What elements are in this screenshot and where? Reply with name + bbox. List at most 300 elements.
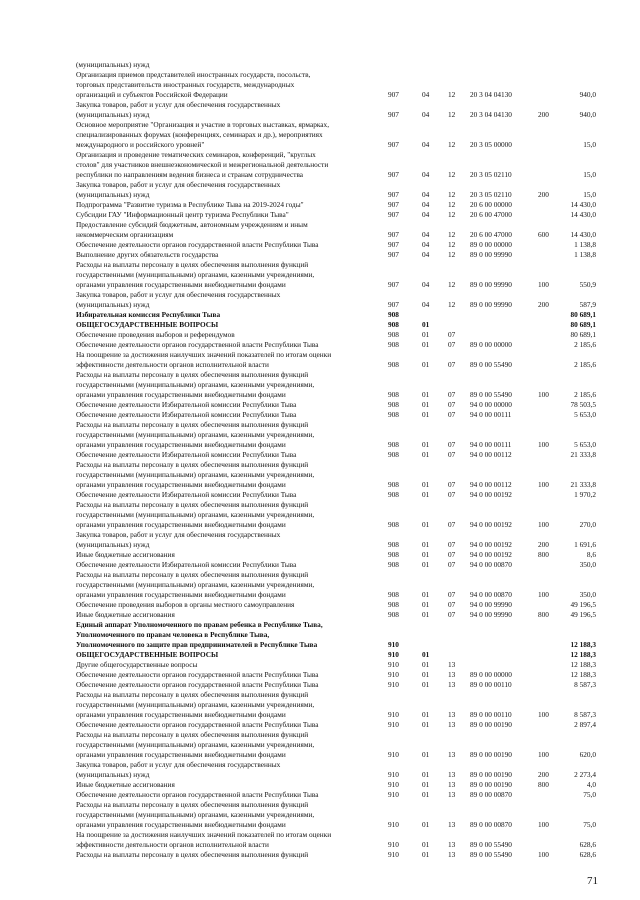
- row-target-code: 20 6 00 47000: [470, 210, 512, 219]
- row-name: ОБЩЕГОСУДАРСТВЕННЫЕ ВОПРОСЫ: [76, 320, 219, 329]
- row-ved-code: 910: [388, 820, 399, 829]
- row-expense-type: 100: [538, 390, 549, 399]
- row-name: эффективности деятельности органов исполнительной власти: [76, 360, 269, 369]
- row-name: Обеспечение деятельности органов государственной власти Республики Тыва: [76, 240, 319, 249]
- row-target-code: 94 0 00 00192: [470, 540, 512, 549]
- row-subsection-code: 12: [448, 230, 456, 239]
- row-amount: 5 653,0: [574, 440, 596, 449]
- row-section-code: 04: [422, 200, 430, 209]
- row-ved-code: 910: [388, 750, 399, 759]
- row-ved-code: 910: [388, 790, 399, 799]
- row-subsection-code: 12: [448, 240, 456, 249]
- row-target-code: 89 0 00 00110: [470, 710, 512, 719]
- row-subsection-code: 07: [448, 330, 456, 339]
- row-name: органами управления государственными внебюджетными фондами: [76, 480, 286, 489]
- row-amount: 78 503,5: [570, 400, 596, 409]
- row-name: Обеспечение деятельности Избирательной комиссии Республики Тыва: [76, 560, 297, 569]
- row-name: Уполномоченного по правам человека в Республике Тыва,: [76, 630, 270, 639]
- row-section-code: 01: [422, 680, 430, 689]
- row-amount: 1 970,2: [574, 490, 596, 499]
- row-name: Обеспечение деятельности Избирательной комиссии Республики Тыва: [76, 450, 297, 459]
- row-target-code: 20 3 04 04130: [470, 90, 512, 99]
- row-name: Обеспечение деятельности Избирательной комиссии Республики Тыва: [76, 400, 297, 409]
- row-ved-code: 910: [388, 850, 399, 859]
- row-amount: 620,0: [579, 750, 596, 759]
- row-ved-code: 908: [388, 550, 399, 559]
- row-expense-type: 800: [538, 550, 549, 559]
- row-subsection-code: 12: [448, 210, 456, 219]
- row-ved-code: 910: [388, 710, 399, 719]
- row-expense-type: 100: [538, 820, 549, 829]
- row-ved-code: 907: [388, 200, 399, 209]
- row-target-code: 89 0 00 00190: [470, 720, 512, 729]
- row-expense-type: 100: [538, 440, 549, 449]
- row-amount: 15,0: [583, 170, 596, 179]
- row-subsection-code: 07: [448, 390, 456, 399]
- row-section-code: 01: [422, 550, 430, 559]
- row-name: Иные бюджетные ассигнования: [76, 550, 175, 559]
- row-subsection-code: 07: [448, 400, 456, 409]
- row-name: Иные бюджетные ассигнования: [76, 610, 175, 619]
- row-name: органами управления государственными внебюджетными фондами: [76, 280, 286, 289]
- row-name: Расходы на выплаты персоналу в целях обеспечения выполнения функций: [76, 420, 309, 429]
- row-name: (муниципальных) нужд: [76, 540, 150, 549]
- row-subsection-code: 12: [448, 300, 456, 309]
- row-subsection-code: 13: [448, 850, 456, 859]
- row-name: Обеспечение проведения выборов в органы местного самоуправления: [76, 600, 295, 609]
- row-amount: 2 185,6: [574, 340, 596, 349]
- row-name: На поощрение за достижения наилучших значений показателей по итогам оценки: [76, 350, 332, 359]
- row-target-code: 20 6 00 00000: [470, 200, 512, 209]
- row-subsection-code: 07: [448, 360, 456, 369]
- row-expense-type: 100: [538, 480, 549, 489]
- row-subsection-code: 07: [448, 340, 456, 349]
- row-ved-code: 908: [388, 320, 399, 329]
- row-ved-code: 907: [388, 240, 399, 249]
- row-section-code: 04: [422, 240, 430, 249]
- row-target-code: 20 3 04 04130: [470, 110, 512, 119]
- row-name: Субсидии ГАУ "Информационный центр туризма Республики Тыва": [76, 210, 289, 219]
- row-subsection-code: 07: [448, 480, 456, 489]
- row-expense-type: 600: [538, 230, 549, 239]
- row-target-code: 94 0 00 00870: [470, 590, 512, 599]
- row-subsection-code: 12: [448, 200, 456, 209]
- row-expense-type: 200: [538, 110, 549, 119]
- row-subsection-code: 13: [448, 750, 456, 759]
- row-subsection-code: 12: [448, 280, 456, 289]
- row-target-code: 94 0 00 00192: [470, 490, 512, 499]
- row-name: Расходы на выплаты персоналу в целях обеспечения выполнения функций: [76, 690, 309, 699]
- row-section-code: 01: [422, 590, 430, 599]
- row-subsection-code: 07: [448, 410, 456, 419]
- row-name: органами управления государственными внебюджетными фондами: [76, 750, 286, 759]
- row-section-code: 01: [422, 440, 430, 449]
- row-name: органами управления государственными внебюджетными фондами: [76, 710, 286, 719]
- row-section-code: 04: [422, 170, 430, 179]
- row-subsection-code: 12: [448, 110, 456, 119]
- row-section-code: 01: [422, 360, 430, 369]
- row-amount: 12 188,3: [570, 650, 596, 659]
- row-ved-code: 908: [388, 410, 399, 419]
- row-amount: 12 188,3: [570, 670, 596, 679]
- row-subsection-code: 07: [448, 610, 456, 619]
- row-ved-code: 910: [388, 650, 399, 659]
- row-section-code: 01: [422, 790, 430, 799]
- row-name: Расходы на выплаты персоналу в целях обеспечения выполнения функций: [76, 800, 309, 809]
- row-ved-code: 907: [388, 210, 399, 219]
- row-section-code: 01: [422, 390, 430, 399]
- row-amount: 80 689,1: [570, 310, 596, 319]
- row-name: органами управления государственными внебюджетными фондами: [76, 440, 286, 449]
- row-section-code: 01: [422, 840, 430, 849]
- row-amount: 15,0: [583, 140, 596, 149]
- row-amount: 75,0: [583, 820, 596, 829]
- row-expense-type: 800: [538, 780, 549, 789]
- row-target-code: 20 3 05 02110: [470, 190, 512, 199]
- row-name: Обеспечение проведения выборов и референдумов: [76, 330, 235, 339]
- row-name: Расходы на выплаты персоналу в целях обеспечения выполнения функций: [76, 850, 309, 859]
- row-section-code: 01: [422, 520, 430, 529]
- row-target-code: 89 0 00 55490: [470, 390, 512, 399]
- row-target-code: 94 0 00 00870: [470, 560, 512, 569]
- row-amount: 940,0: [579, 110, 596, 119]
- row-name: некоммерческим организациям: [76, 230, 174, 239]
- row-section-code: 04: [422, 110, 430, 119]
- row-name: органами управления государственными внебюджетными фондами: [76, 520, 286, 529]
- row-section-code: 01: [422, 400, 430, 409]
- row-target-code: 89 0 00 00870: [470, 790, 512, 799]
- row-target-code: 94 0 00 00000: [470, 400, 512, 409]
- row-name: Расходы на выплаты персоналу в целях обеспечения выполнения функций: [76, 500, 309, 509]
- row-name: республики по направлениям ведения бизнеса и странам сотрудничества: [76, 170, 304, 179]
- row-section-code: 01: [422, 750, 430, 759]
- row-section-code: 01: [422, 480, 430, 489]
- row-amount: 587,9: [579, 300, 596, 309]
- row-name: международного и российского уровней": [76, 140, 205, 149]
- row-name: (муниципальных) нужд: [76, 770, 150, 779]
- row-target-code: 94 0 00 00111: [470, 440, 512, 449]
- row-name: органами управления государственными внебюджетными фондами: [76, 590, 286, 599]
- row-subsection-code: 13: [448, 710, 456, 719]
- row-name: Единый аппарат Уполномоченного по правам ребенка в Республике Тыва,: [76, 620, 323, 629]
- row-section-code: 01: [422, 610, 430, 619]
- row-ved-code: 910: [388, 720, 399, 729]
- row-amount: 4,0: [586, 780, 596, 789]
- row-target-code: 89 0 00 00870: [470, 820, 512, 829]
- row-name: организаций и субъектов Российской Федерации: [76, 90, 228, 99]
- row-ved-code: 908: [388, 600, 399, 609]
- row-subsection-code: 07: [448, 560, 456, 569]
- row-ved-code: 908: [388, 590, 399, 599]
- row-expense-type: 800: [538, 610, 549, 619]
- row-name: государственными (муниципальными) органами, казенными учреждениями,: [76, 430, 315, 439]
- row-amount: 21 333,8: [570, 480, 596, 489]
- row-section-code: 01: [422, 560, 430, 569]
- row-amount: 1 138,8: [574, 240, 596, 249]
- row-name: государственными (муниципальными) органами, казенными учреждениями,: [76, 270, 315, 279]
- row-name: органами управления государственными внебюджетными фондами: [76, 390, 286, 399]
- row-section-code: 01: [422, 670, 430, 679]
- row-name: Закупка товаров, работ и услуг для обеспечения государственных: [76, 100, 281, 109]
- row-name: Расходы на выплаты персоналу в целях обеспечения выполнения функций: [76, 460, 309, 469]
- row-amount: 75,0: [583, 790, 596, 799]
- row-section-code: 01: [422, 780, 430, 789]
- row-section-code: 01: [422, 600, 430, 609]
- row-ved-code: 907: [388, 300, 399, 309]
- row-name: Закупка товаров, работ и услуг для обеспечения государственных: [76, 760, 281, 769]
- row-section-code: 01: [422, 660, 430, 669]
- row-ved-code: 907: [388, 230, 399, 239]
- row-name: Закупка товаров, работ и услуг для обеспечения государственных: [76, 290, 281, 299]
- row-subsection-code: 13: [448, 820, 456, 829]
- row-name: Уполномоченного по защите прав предпринимателей в Республике Тыва: [76, 640, 318, 649]
- row-section-code: 01: [422, 410, 430, 419]
- row-amount: 80 689,1: [570, 320, 596, 329]
- row-target-code: 94 0 00 00112: [470, 450, 512, 459]
- row-ved-code: 908: [388, 390, 399, 399]
- row-subsection-code: 12: [448, 140, 456, 149]
- row-name: (муниципальных) нужд: [76, 110, 150, 119]
- row-target-code: 94 0 00 99990: [470, 600, 512, 609]
- row-target-code: 89 0 00 00190: [470, 770, 512, 779]
- row-amount: 14 430,0: [570, 210, 596, 219]
- row-name: Основное мероприятие "Организация и участие в торговых выставках, ярмарках,: [76, 120, 330, 129]
- row-name: Избирательная комиссия Республики Тыва: [76, 310, 221, 319]
- row-amount: 15,0: [583, 190, 596, 199]
- row-target-code: 89 0 00 00000: [470, 240, 512, 249]
- row-amount: 350,0: [579, 560, 596, 569]
- row-subsection-code: 13: [448, 790, 456, 799]
- row-ved-code: 910: [388, 680, 399, 689]
- row-subsection-code: 13: [448, 720, 456, 729]
- row-expense-type: 100: [538, 280, 549, 289]
- row-name: Другие общегосударственные вопросы: [76, 660, 198, 669]
- row-expense-type: 100: [538, 710, 549, 719]
- row-subsection-code: 13: [448, 670, 456, 679]
- row-amount: 1 691,6: [574, 540, 596, 549]
- row-section-code: 01: [422, 770, 430, 779]
- row-ved-code: 907: [388, 280, 399, 289]
- row-name: столов" для участников внешнеэкономической и межрегиональной деятельности: [76, 160, 329, 169]
- row-amount: 2 897,4: [574, 720, 596, 729]
- row-expense-type: 100: [538, 520, 549, 529]
- row-subsection-code: 12: [448, 170, 456, 179]
- row-ved-code: 907: [388, 190, 399, 199]
- row-section-code: 01: [422, 710, 430, 719]
- row-expense-type: 200: [538, 300, 549, 309]
- row-name: Обеспечение деятельности Избирательной комиссии Республики Тыва: [76, 490, 297, 499]
- row-subsection-code: 07: [448, 450, 456, 459]
- row-expense-type: 100: [538, 850, 549, 859]
- row-name: Обеспечение деятельности Избирательной комиссии Республики Тыва: [76, 410, 297, 419]
- row-amount: 14 430,0: [570, 230, 596, 239]
- row-name: торговых представительств иностранных государств, международных: [76, 80, 295, 89]
- row-subsection-code: 13: [448, 780, 456, 789]
- row-section-code: 04: [422, 210, 430, 219]
- row-name: Расходы на выплаты персоналу в целях обеспечения выполнения функций: [76, 260, 309, 269]
- row-section-code: 01: [422, 650, 430, 659]
- row-name: Обеспечение деятельности органов государственной власти Республики Тыва: [76, 670, 319, 679]
- row-name: Организация приемов представителей иностранных государств, посольств,: [76, 70, 311, 79]
- row-ved-code: 907: [388, 170, 399, 179]
- row-subsection-code: 07: [448, 490, 456, 499]
- row-name: государственными (муниципальными) органами, казенными учреждениями,: [76, 740, 315, 749]
- row-amount: 80 689,1: [570, 330, 596, 339]
- row-amount: 12 188,3: [570, 660, 596, 669]
- row-subsection-code: 07: [448, 520, 456, 529]
- row-expense-type: 200: [538, 540, 549, 549]
- row-section-code: 04: [422, 190, 430, 199]
- row-amount: 628,6: [579, 840, 596, 849]
- row-amount: 550,9: [579, 280, 596, 289]
- row-name: Обеспечение деятельности органов государственной власти Республики Тыва: [76, 680, 319, 689]
- row-ved-code: 908: [388, 360, 399, 369]
- row-name: ОБЩЕГОСУДАРСТВЕННЫЕ ВОПРОСЫ: [76, 650, 219, 659]
- row-subsection-code: 12: [448, 90, 456, 99]
- row-ved-code: 910: [388, 670, 399, 679]
- row-subsection-code: 07: [448, 600, 456, 609]
- row-amount: 8 587,3: [574, 710, 596, 719]
- row-name: Обеспечение деятельности органов государственной власти Республики Тыва: [76, 790, 319, 799]
- row-ved-code: 908: [388, 610, 399, 619]
- row-ved-code: 908: [388, 540, 399, 549]
- row-subsection-code: 07: [448, 440, 456, 449]
- row-name: Обеспечение деятельности органов государственной власти Республики Тыва: [76, 720, 319, 729]
- row-section-code: 01: [422, 820, 430, 829]
- row-subsection-code: 07: [448, 550, 456, 559]
- row-name: Предоставление субсидий бюджетным, автономным учреждениям и иным: [76, 220, 308, 229]
- row-expense-type: 200: [538, 190, 549, 199]
- page-number: 71: [587, 875, 598, 887]
- row-target-code: 94 0 00 00192: [470, 520, 512, 529]
- row-target-code: 89 0 00 00190: [470, 750, 512, 759]
- row-ved-code: 908: [388, 520, 399, 529]
- row-amount: 14 430,0: [570, 200, 596, 209]
- row-amount: 49 196,5: [570, 610, 596, 619]
- row-target-code: 89 0 00 00000: [470, 340, 512, 349]
- row-section-code: 01: [422, 490, 430, 499]
- row-ved-code: 907: [388, 90, 399, 99]
- row-ved-code: 908: [388, 440, 399, 449]
- row-section-code: 04: [422, 300, 430, 309]
- row-expense-type: 200: [538, 770, 549, 779]
- row-name: На поощрение за достижения наилучших значений показателей по итогам оценки: [76, 830, 332, 839]
- row-subsection-code: 07: [448, 590, 456, 599]
- row-ved-code: 910: [388, 780, 399, 789]
- row-amount: 12 188,3: [570, 640, 596, 649]
- row-target-code: 89 0 00 00190: [470, 780, 512, 789]
- row-name: государственными (муниципальными) органами, казенными учреждениями,: [76, 380, 315, 389]
- row-section-code: 01: [422, 450, 430, 459]
- row-ved-code: 908: [388, 330, 399, 339]
- row-amount: 628,6: [579, 850, 596, 859]
- row-section-code: 01: [422, 330, 430, 339]
- row-name: государственными (муниципальными) органами, казенными учреждениями,: [76, 580, 315, 589]
- row-amount: 940,0: [579, 90, 596, 99]
- row-section-code: 04: [422, 280, 430, 289]
- row-section-code: 04: [422, 90, 430, 99]
- row-name: государственными (муниципальными) органами, казенными учреждениями,: [76, 470, 315, 479]
- row-target-code: 89 0 00 55490: [470, 360, 512, 369]
- row-subsection-code: 12: [448, 190, 456, 199]
- row-ved-code: 908: [388, 340, 399, 349]
- row-section-code: 01: [422, 850, 430, 859]
- row-subsection-code: 13: [448, 660, 456, 669]
- row-target-code: 94 0 00 00112: [470, 480, 512, 489]
- row-subsection-code: 13: [448, 840, 456, 849]
- row-target-code: 89 0 00 55490: [470, 850, 512, 859]
- row-expense-type: 100: [538, 750, 549, 759]
- row-section-code: 01: [422, 320, 430, 329]
- row-amount: 49 196,5: [570, 600, 596, 609]
- row-name: Закупка товаров, работ и услуг для обеспечения государственных: [76, 530, 281, 539]
- row-amount: 5 653,0: [574, 410, 596, 419]
- row-amount: 21 333,8: [570, 450, 596, 459]
- row-name: Расходы на выплаты персоналу в целях обеспечения выполнения функций: [76, 570, 309, 579]
- row-name: Организация и проведение тематических семинаров, конференций, "круглых: [76, 150, 316, 159]
- row-ved-code: 908: [388, 560, 399, 569]
- row-ved-code: 908: [388, 490, 399, 499]
- row-target-code: 20 3 05 02110: [470, 170, 512, 179]
- row-name: органами управления государственными внебюджетными фондами: [76, 820, 286, 829]
- row-name: специализированных форумах (конференциях, семинарах и др.), мероприятиях: [76, 130, 323, 139]
- row-subsection-code: 12: [448, 250, 456, 259]
- row-target-code: 94 0 00 99990: [470, 610, 512, 619]
- row-name: эффективности деятельности органов исполнительной власти: [76, 840, 269, 849]
- row-target-code: 89 0 00 00110: [470, 680, 512, 689]
- row-target-code: 89 0 00 99990: [470, 280, 512, 289]
- row-name: Иные бюджетные ассигнования: [76, 780, 175, 789]
- row-ved-code: 910: [388, 840, 399, 849]
- row-ved-code: 907: [388, 250, 399, 259]
- row-target-code: 89 0 00 00000: [470, 670, 512, 679]
- row-section-code: 01: [422, 540, 430, 549]
- row-amount: 8 587,3: [574, 680, 596, 689]
- row-target-code: 89 0 00 99990: [470, 300, 512, 309]
- row-name: (муниципальных) нужд: [76, 300, 150, 309]
- row-name: Выполнение других обязательств государства: [76, 250, 219, 259]
- row-ved-code: 908: [388, 480, 399, 489]
- row-ved-code: 908: [388, 450, 399, 459]
- row-amount: 1 138,8: [574, 250, 596, 259]
- row-subsection-code: 07: [448, 540, 456, 549]
- row-amount: 350,0: [579, 590, 596, 599]
- row-name: Закупка товаров, работ и услуг для обеспечения государственных: [76, 180, 281, 189]
- row-target-code: 89 0 00 99990: [470, 250, 512, 259]
- row-amount: 8,6: [586, 550, 596, 559]
- row-name: государственными (муниципальными) органами, казенными учреждениями,: [76, 510, 315, 519]
- row-section-code: 04: [422, 140, 430, 149]
- row-amount: 2 185,6: [574, 390, 596, 399]
- row-expense-type: 100: [538, 590, 549, 599]
- row-ved-code: 907: [388, 110, 399, 119]
- row-subsection-code: 13: [448, 680, 456, 689]
- row-amount: 2 273,4: [574, 770, 596, 779]
- row-name: государственными (муниципальными) органами, казенными учреждениями,: [76, 700, 315, 709]
- row-section-code: 01: [422, 340, 430, 349]
- row-ved-code: 910: [388, 640, 399, 649]
- row-section-code: 04: [422, 230, 430, 239]
- row-target-code: 94 0 00 00111: [470, 410, 512, 419]
- row-subsection-code: 13: [448, 770, 456, 779]
- row-ved-code: 908: [388, 400, 399, 409]
- row-name: Расходы на выплаты персоналу в целях обеспечения выполнения функций: [76, 730, 309, 739]
- row-name: государственными (муниципальными) органами, казенными учреждениями,: [76, 810, 315, 819]
- row-ved-code: 908: [388, 310, 399, 319]
- row-name: Расходы на выплаты персоналу в целях обеспечения выполнения функций: [76, 370, 309, 379]
- row-section-code: 04: [422, 250, 430, 259]
- row-section-code: 01: [422, 720, 430, 729]
